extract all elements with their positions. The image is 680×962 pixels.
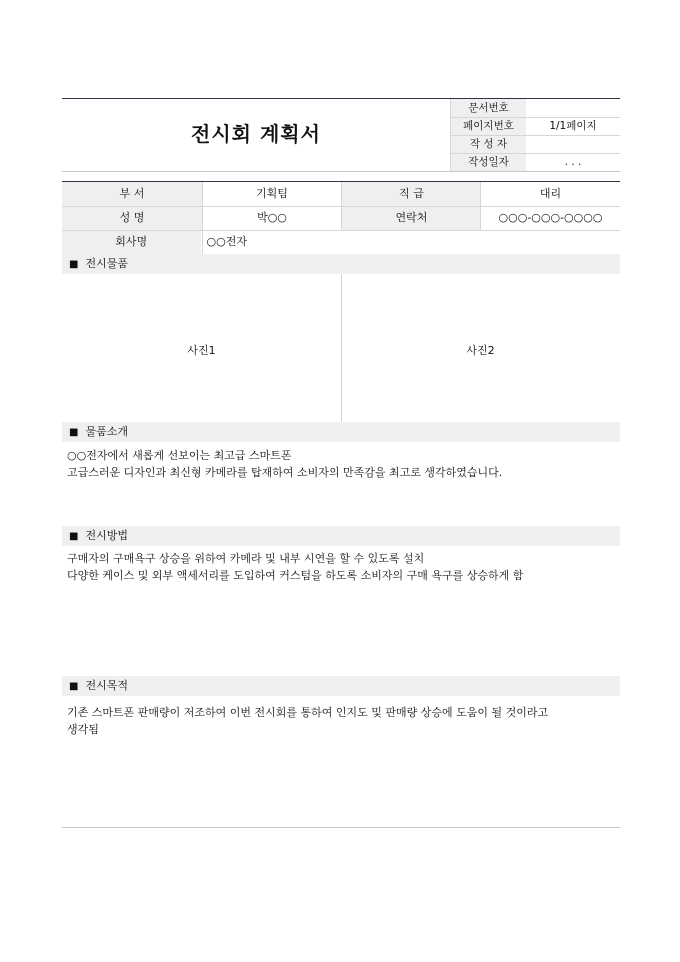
company-value: ○○전자 [206,235,247,248]
text-line: 구매자의 구매욕구 상승을 위하여 카메라 및 내부 시연을 할 수 있도록 설치 [67,552,425,565]
photo-1-placeholder: 사진1 [187,344,216,357]
text-line: 기존 스마트폰 판매량이 저조하여 이번 전시회를 통하여 인지도 및 판매량 상승에 도움이 될 것이라고 [67,706,549,719]
name-value: 박○○ [257,211,287,224]
meta-row-date [451,153,620,171]
company-label: 회사명 [62,230,201,254]
dept-value: 기획팀 [256,187,288,200]
meta-value [526,99,620,117]
meta-label: 페이지번호 [451,117,526,135]
section-header-items [62,254,620,274]
text-line: 다양한 케이스 및 외부 액세서리를 도입하여 커스텀을 하도록 소비자의 구매 욕구를 상승하게 함 [67,569,524,582]
contact-value: ○○○-○○○-○○○○ [498,211,603,224]
rank-label: 직 급 [342,182,481,206]
square-bullet-icon: ■ [69,681,79,692]
section-heading: 물품소개 [85,425,128,438]
photo-2-placeholder: 사진2 [466,344,495,357]
square-bullet-icon: ■ [69,531,79,542]
section-header-intro [62,422,620,442]
text-line: 고급스러운 디자인과 최신형 카메라를 탑재하여 소비자의 만족감을 최고로 생각하였습니다. [67,466,503,479]
method-body [67,550,617,584]
contact-label: 연락처 [342,206,481,230]
text-line: ○○전자에서 새롭게 선보이는 최고급 스마트폰 [67,449,292,462]
page-bottom-rule [62,827,620,828]
square-bullet-icon: ■ [69,259,79,270]
meta-value: 1/1페이지 [549,120,597,132]
dept-label: 부 서 [62,182,202,206]
purpose-body [67,704,617,738]
header-bottom-rule [62,171,620,172]
name-label: 성 명 [62,206,202,230]
section-header-method [62,526,620,546]
section-heading: 전시방법 [85,529,128,542]
meta-row-author [451,135,620,153]
meta-row-doc-number [451,99,620,117]
section-heading: 전시물품 [85,257,128,270]
meta-label: 문서번호 [451,99,526,117]
meta-value [526,135,620,153]
info-row-company [62,230,620,254]
section-heading: 전시목적 [85,679,128,692]
rank-value: 대리 [539,187,562,200]
square-bullet-icon: ■ [69,427,79,438]
meta-label: 작 성 자 [451,135,526,153]
text-line: 생각됨 [67,723,99,736]
meta-value: . . . [564,156,582,168]
intro-body [67,447,617,481]
meta-label: 작성일자 [451,153,526,171]
meta-row-page-number [451,117,620,135]
section-header-purpose [62,676,620,696]
document-title: 전시회 계획서 [191,122,321,146]
